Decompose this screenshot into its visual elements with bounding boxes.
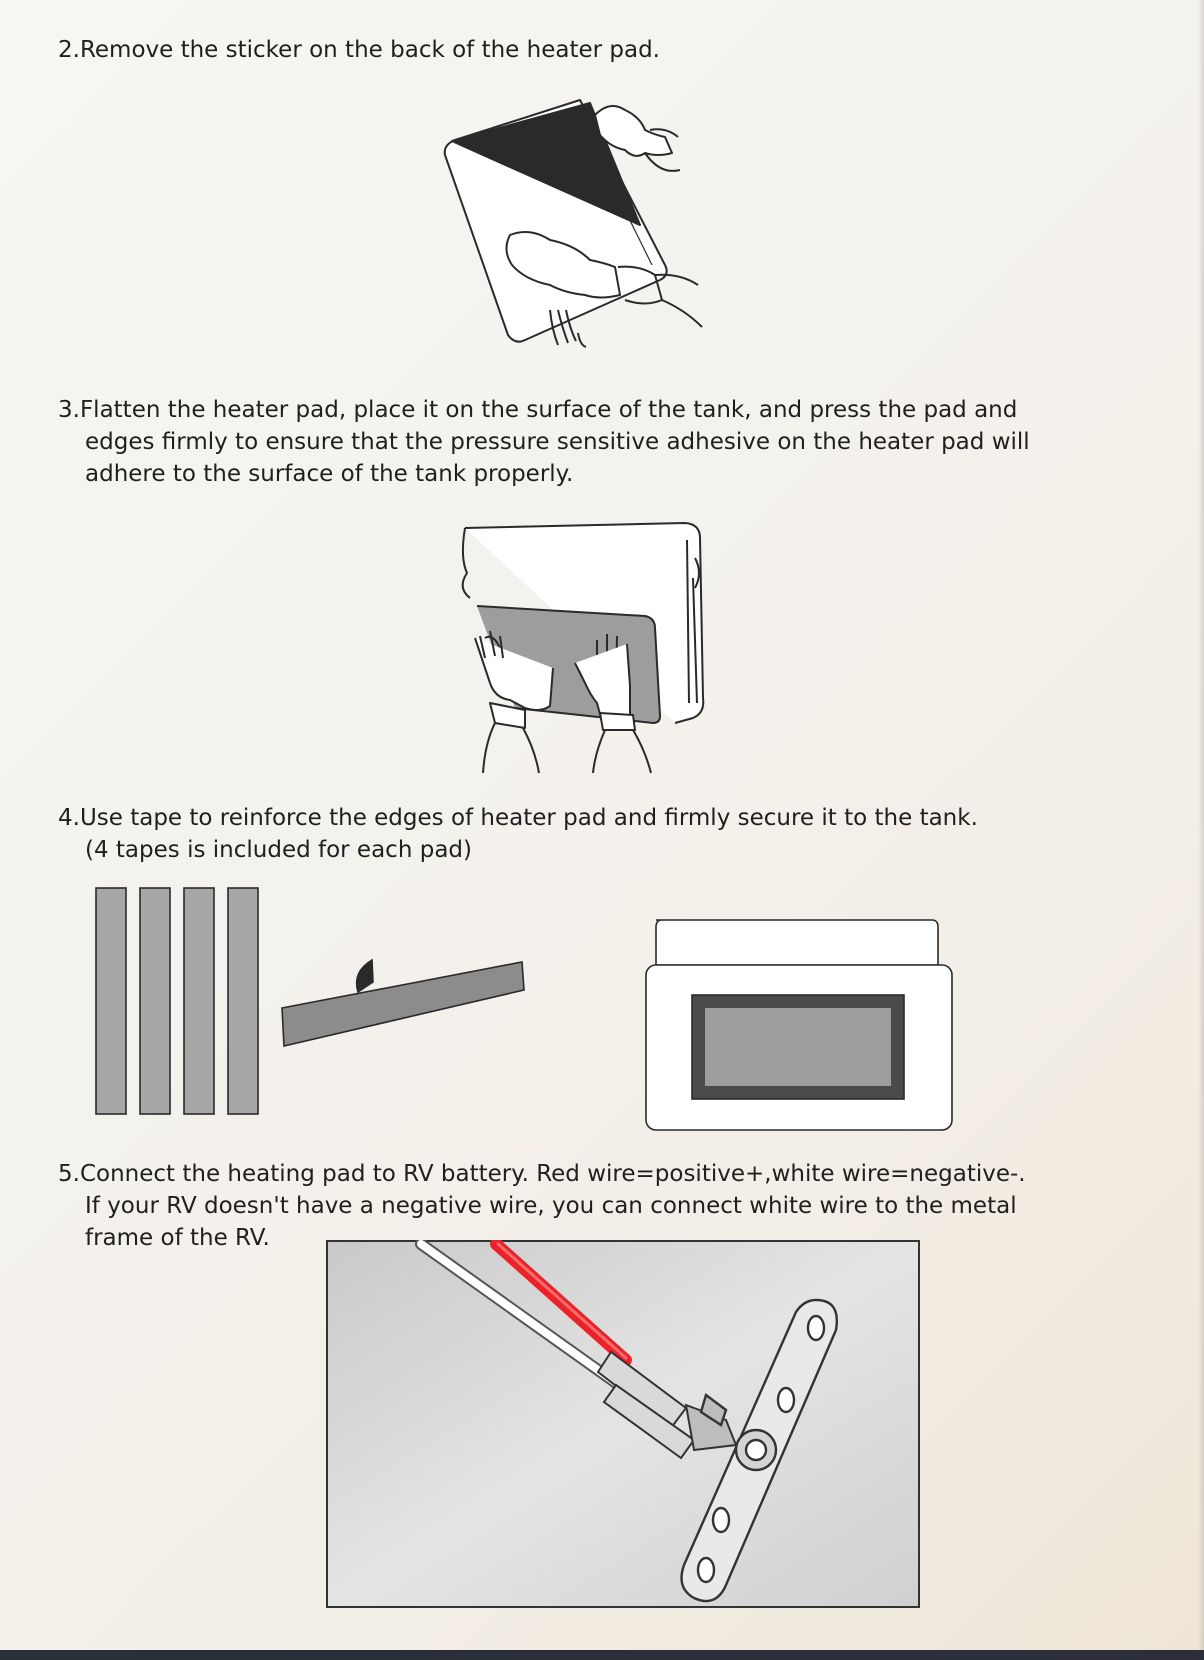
tape-strip-3 — [184, 888, 214, 1114]
step-4-line-2: (4 tapes is included for each pad) — [85, 837, 472, 863]
step-3-line-3: adhere to the surface of the tank properly. — [85, 461, 574, 487]
step-5-line-3: frame of the RV. — [85, 1225, 270, 1251]
step-5-line-1: 5.Connect the heating pad to RV battery. Red wire=positive+,white wire=negative-. — [58, 1161, 1026, 1187]
tape-strip-1 — [96, 888, 126, 1114]
step-2-line-1: 2.Remove the sticker on the back of the heater pad. — [58, 37, 660, 63]
taped-pad-on-tank-illustration — [640, 915, 960, 1135]
step-2-text — [58, 34, 1138, 66]
peel-sticker-illustration — [440, 95, 720, 375]
step-3-line-2: edges firmly to ensure that the pressure sensitive adhesive on the heater pad will — [85, 429, 1030, 455]
step-5-line-2: If your RV doesn't have a negative wire, you can connect white wire to the metal — [85, 1193, 1017, 1219]
wire-connection-illustration — [326, 1240, 920, 1608]
tape-strip-2 — [140, 888, 170, 1114]
page-edge-shadow — [1198, 0, 1204, 1660]
step-3-line-1: 3.Flatten the heater pad, place it on the surface of the tank, and press the pad and — [58, 397, 1018, 423]
step-4-line-1: 4.Use tape to reinforce the edges of heater pad and firmly secure it to the tank. — [58, 805, 978, 831]
four-tape-strips-illustration — [90, 880, 540, 1120]
bottom-dark-strip — [0, 1650, 1204, 1660]
step-4-text — [58, 802, 1138, 866]
peeled-tape — [282, 962, 524, 1046]
tape-strip-4 — [228, 888, 258, 1114]
heater-pad — [705, 1008, 891, 1086]
step-3-text — [58, 394, 1138, 490]
press-pad-on-tank-illustration — [455, 518, 715, 778]
